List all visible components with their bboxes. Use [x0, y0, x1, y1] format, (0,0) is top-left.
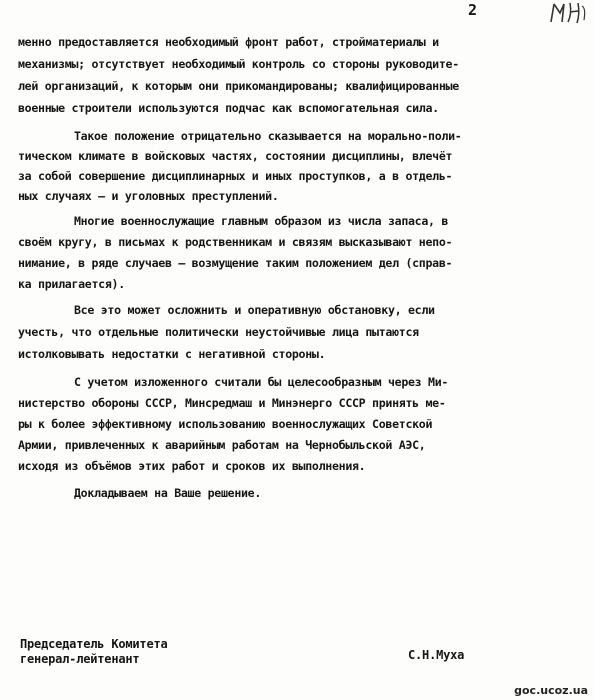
signature-title-line-1: Председатель Комитета	[20, 637, 168, 651]
signature-name: С.Н.Муха	[408, 648, 465, 662]
paragraph-1-line-2: механизмы; отсутствует необходимый контроль со стороны руководите-	[18, 57, 459, 71]
paragraph-3-line-2: своём кругу, в письмах к родственникам и связям высказывают непо-	[18, 235, 453, 249]
watermark: goc.ucoz.ua	[514, 684, 588, 697]
paragraph-2-line-1: Такое положение отрицательно сказывается на морально-поли-	[74, 129, 462, 143]
paragraph-3-line-3: нимание, в ряде случаев – возмущение таким положением дел (справ-	[18, 256, 453, 270]
handwritten-mark	[548, 0, 590, 26]
page-number: 2	[468, 1, 478, 19]
paragraph-5-line-2: нистерство обороны СССР, Минсредмаш и Минэнерго СССР принять ме-	[18, 396, 446, 410]
paragraph-5-line-4: Армии, привлеченных к аварийным работам на Чернобыльской АЭС,	[18, 438, 426, 452]
paragraph-4-line-1: Все это может осложнить и оперативную обстановку, если	[74, 303, 435, 317]
paragraph-1-line-1: менно предоставляется необходимый фронт работ, стройматериалы и	[18, 35, 439, 49]
paragraph-2-line-4: ных случаях – и уголовных преступлений.	[18, 189, 279, 203]
paragraph-2-line-3: за собой совершение дисциплинарных и иных проступков, а в отдель-	[18, 169, 453, 183]
paragraph-4-line-2: учесть, что отдельные политически неустойчивые лица пытаются	[18, 325, 419, 339]
paragraph-4-line-3: истолковывать недостатки с негативной стороны.	[18, 347, 326, 361]
signature-title-line-2: генерал-лейтенант	[20, 652, 140, 666]
paragraph-3-line-1: Многие военнослужащие главным образом из числа запаса, в	[74, 214, 449, 228]
paragraph-1-line-3: лей организаций, к которым они прикомандированы; квалифицированные	[18, 79, 459, 93]
paragraph-5-line-5: исходя из объёмов этих работ и сроков их выполнения.	[18, 459, 366, 473]
paragraph-1-line-4: военные строители используются подчас как вспомогательная сила.	[18, 101, 439, 115]
paragraph-5-line-3: ры к более эффективному использованию военнослужащих Советской	[18, 417, 433, 431]
paragraph-3-line-4: ка прилагается).	[18, 277, 125, 291]
paragraph-2-line-2: тическом климате в войсковых частях, состоянии дисциплины, влечёт	[18, 149, 453, 163]
paragraph-6-line-1: Докладываем на Ваше решение.	[74, 486, 262, 500]
paragraph-5-line-1: С учетом изложенного считали бы целесообразным через Ми-	[74, 375, 449, 389]
